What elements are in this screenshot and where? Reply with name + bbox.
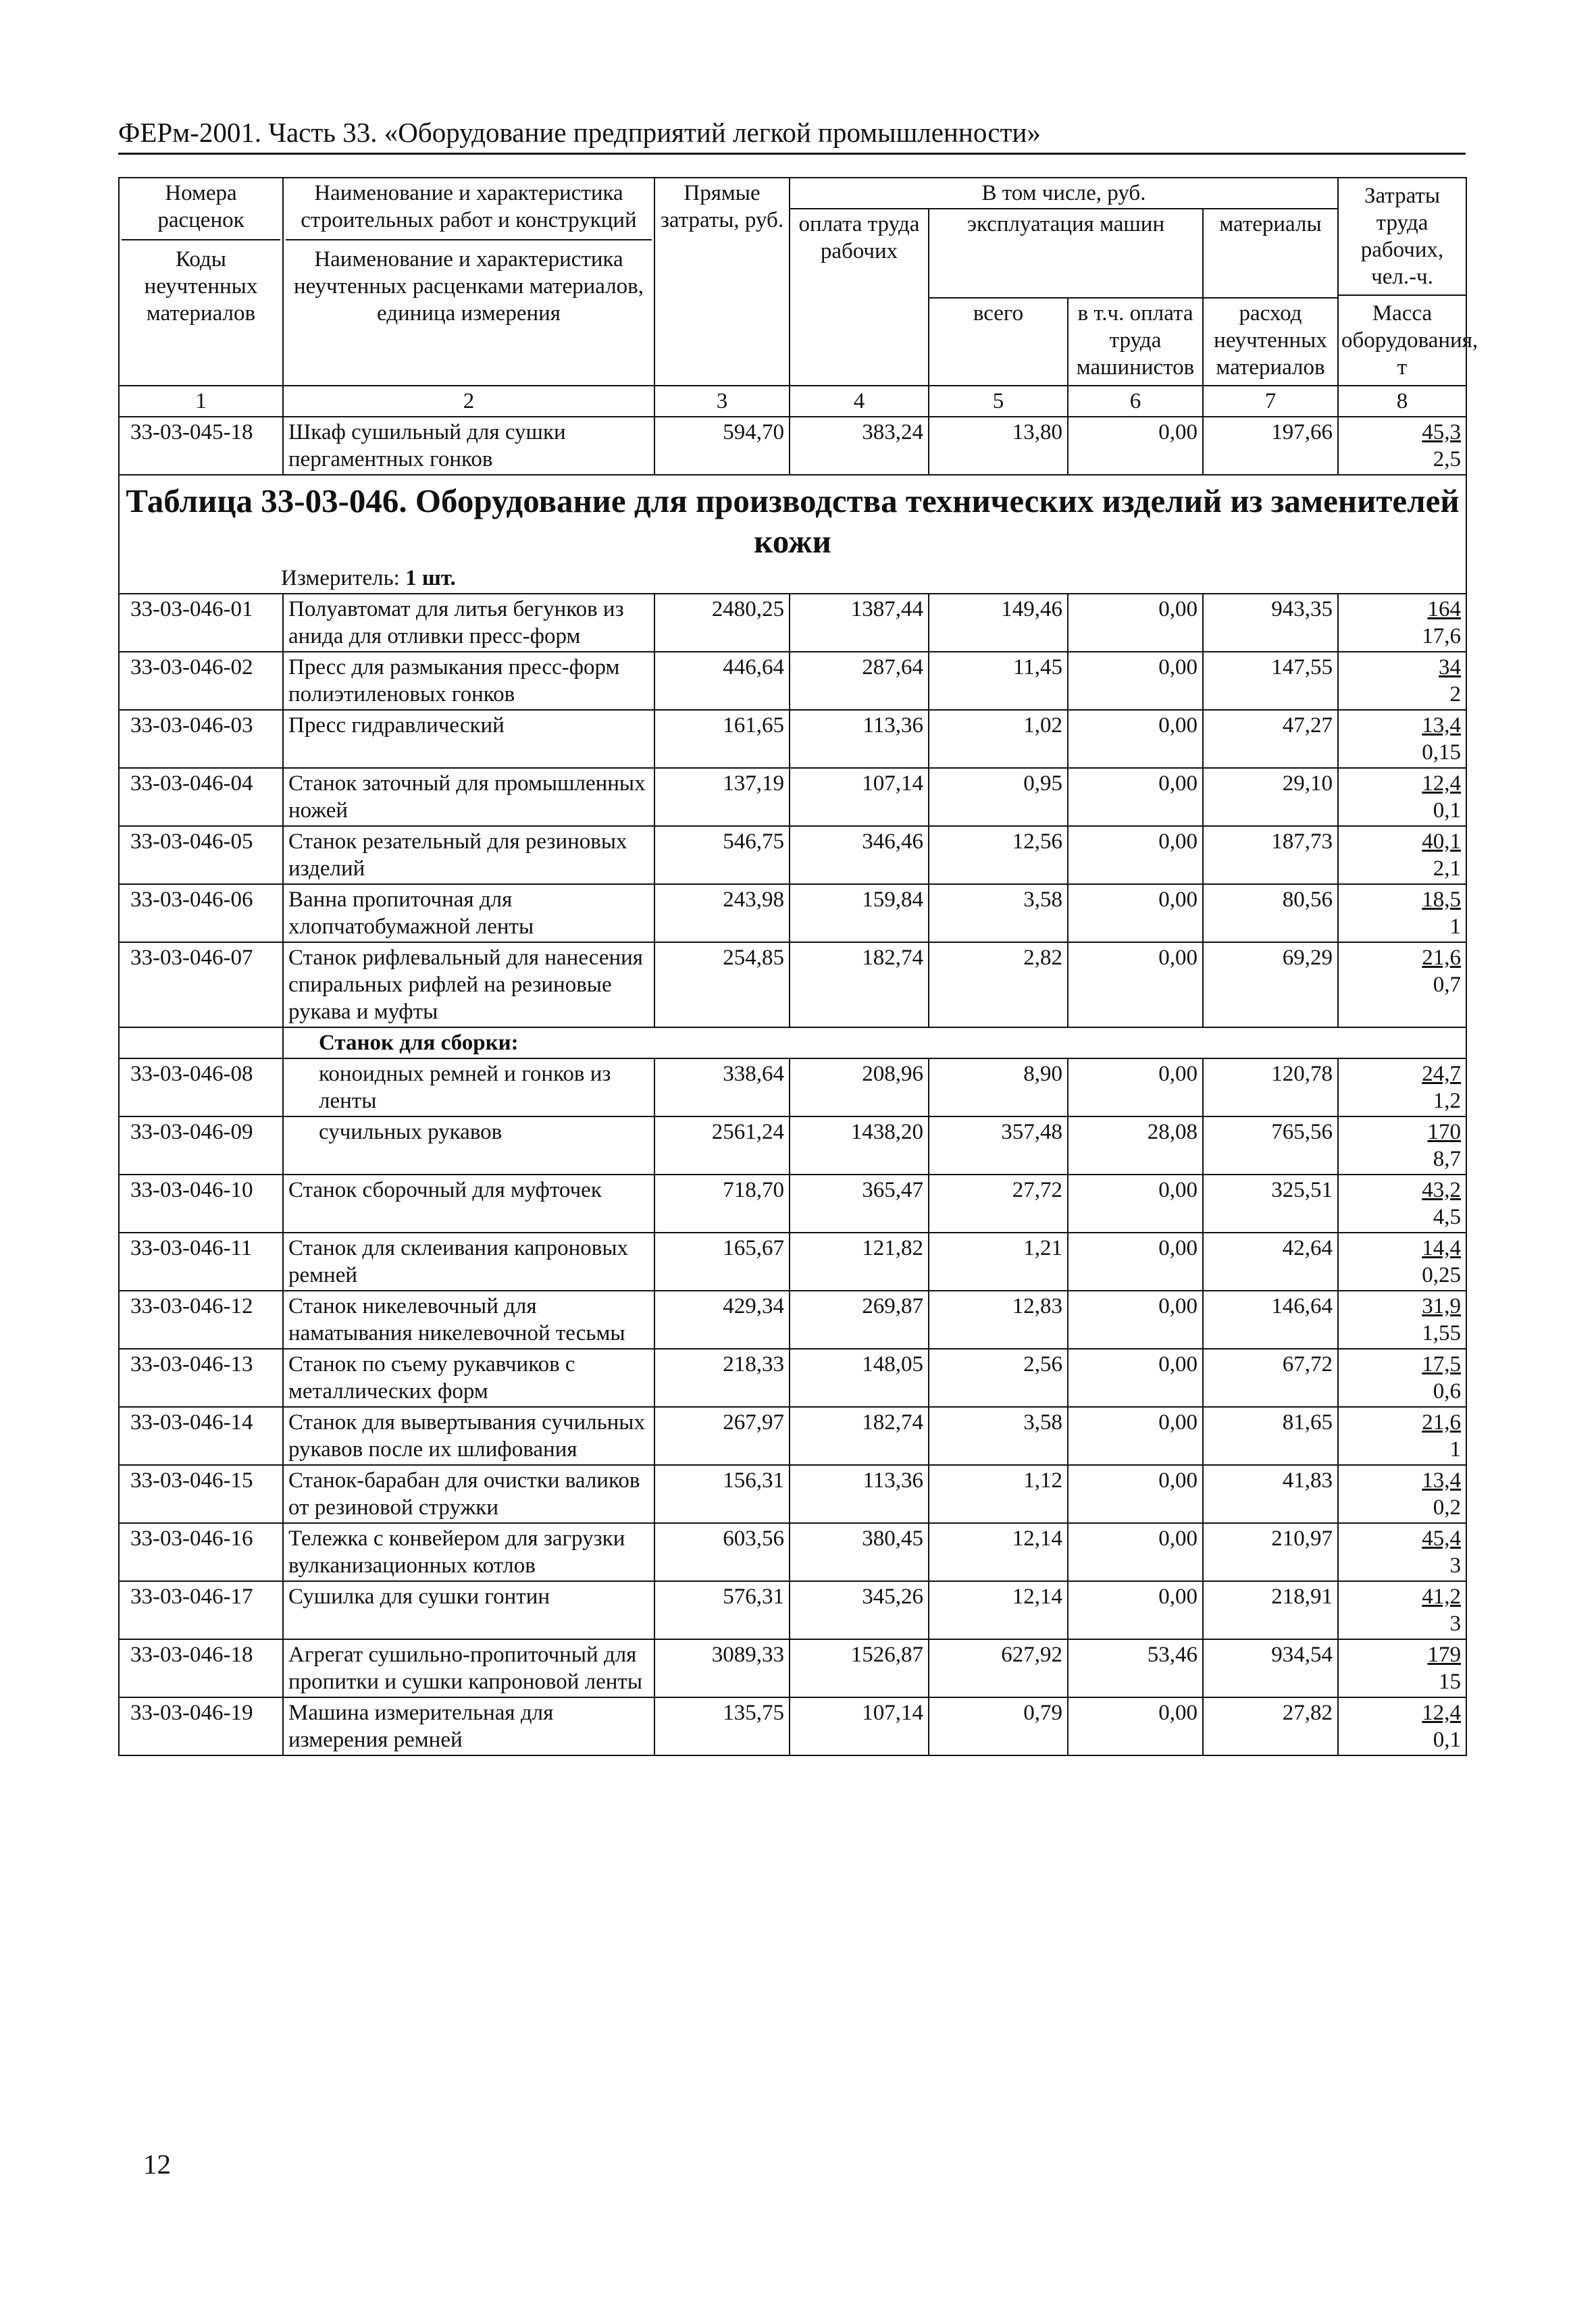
- labor-value: 40,1: [1422, 829, 1462, 854]
- header-machines: эксплуатация машин: [929, 209, 1203, 298]
- mass-value: 1: [1449, 1437, 1462, 1462]
- header-codes-bottom: Коды неучтенных материалов: [122, 239, 280, 327]
- table-title-row: [119, 475, 1466, 594]
- materials-cost: 765,56: [1203, 1116, 1338, 1175]
- materials-cost: 325,51: [1203, 1175, 1338, 1233]
- table-row: [119, 1233, 1466, 1291]
- rate-name: Полуавтомат для литья бегунков из анида для отливки пресс-форм: [283, 594, 654, 652]
- labor-mass-cell: [1338, 1058, 1466, 1116]
- rate-name: Агрегат сушильно-пропиточный для пропитки и сушки капроновой ленты: [283, 1639, 654, 1697]
- table-row: [119, 1349, 1466, 1407]
- table-row: [119, 652, 1466, 710]
- header-codes-top: Номера расценок: [157, 181, 244, 232]
- table-row: [119, 942, 1466, 1027]
- column-number: 2: [283, 386, 654, 417]
- column-number: 3: [654, 386, 790, 417]
- rate-name: коноидных ремней и гонков из ленты: [283, 1058, 654, 1116]
- header-labor-mass: [1338, 178, 1478, 386]
- table-row: [119, 594, 1466, 652]
- direct-cost: 429,34: [654, 1291, 790, 1349]
- machines-total: 1,02: [929, 710, 1068, 768]
- machines-wages: 0,00: [1068, 1581, 1203, 1639]
- machines-total: 1,12: [929, 1465, 1068, 1523]
- machines-wages: 0,00: [1068, 884, 1203, 942]
- mass-value: 3: [1449, 1553, 1462, 1578]
- machines-total: 2,82: [929, 942, 1068, 1027]
- direct-cost: 161,65: [654, 710, 790, 768]
- rate-code: 33-03-046-01: [119, 594, 283, 652]
- rows-section-a: [119, 594, 1466, 1027]
- mass-value: 0,6: [1433, 1379, 1462, 1404]
- wages-cost: 107,14: [790, 768, 929, 826]
- column-number: 8: [1338, 386, 1466, 417]
- group-heading-row: [119, 1027, 1466, 1058]
- materials-cost: 81,65: [1203, 1407, 1338, 1465]
- rate-code: 33-03-046-15: [119, 1465, 283, 1523]
- direct-cost: 2561,24: [654, 1116, 790, 1175]
- labor-mass-cell: [1338, 652, 1466, 710]
- direct-cost: 576,31: [654, 1581, 790, 1639]
- labor-value: 12,4: [1422, 771, 1462, 796]
- table-row: [119, 1639, 1466, 1697]
- machines-total: 149,46: [929, 594, 1068, 652]
- table-header-row: [119, 178, 1466, 209]
- machines-wages: 0,00: [1068, 826, 1203, 884]
- column-number: 5: [929, 386, 1068, 417]
- wages-cost: 383,24: [790, 417, 929, 475]
- rate-code: 33-03-046-07: [119, 942, 283, 1027]
- rate-code: 33-03-046-14: [119, 1407, 283, 1465]
- labor-mass-cell: [1338, 1465, 1466, 1523]
- machines-wages: 0,00: [1068, 594, 1203, 652]
- materials-cost: 69,29: [1203, 942, 1338, 1027]
- rate-name: Станок для вывертывания сучильных рукавов после их шлифования: [283, 1407, 654, 1465]
- mass-value: 0,1: [1433, 1728, 1462, 1752]
- header-machines-wages: в т.ч. оплата труда машинистов: [1068, 298, 1203, 386]
- table-row: [119, 1407, 1466, 1465]
- direct-cost: 254,85: [654, 942, 790, 1027]
- machines-wages: 0,00: [1068, 1291, 1203, 1349]
- labor-mass-cell: [1338, 417, 1466, 475]
- table-row: [119, 1116, 1466, 1175]
- rows-section-group: [119, 1058, 1466, 1175]
- mass-value: 8,7: [1433, 1147, 1462, 1171]
- materials-cost: 47,27: [1203, 710, 1338, 768]
- rate-code: 33-03-046-03: [119, 710, 283, 768]
- rate-code: 33-03-046-13: [119, 1349, 283, 1407]
- header-labor: Затраты труда рабочих, чел.-ч.: [1360, 184, 1444, 289]
- labor-mass-cell: [1338, 1407, 1466, 1465]
- labor-mass-cell: [1338, 1349, 1466, 1407]
- labor-value: 12,4: [1422, 1701, 1462, 1725]
- labor-mass-cell: [1338, 768, 1466, 826]
- labor-value: 17,5: [1422, 1352, 1462, 1377]
- labor-mass-cell: [1338, 1116, 1466, 1175]
- rate-name: Пресс гидравлический: [283, 710, 654, 768]
- materials-cost: 29,10: [1203, 768, 1338, 826]
- direct-cost: 165,67: [654, 1233, 790, 1291]
- labor-value: 45,4: [1422, 1526, 1462, 1551]
- mass-value: 0,1: [1433, 798, 1462, 823]
- materials-cost: 218,91: [1203, 1581, 1338, 1639]
- mass-value: 0,25: [1422, 1263, 1462, 1287]
- direct-cost: 156,31: [654, 1465, 790, 1523]
- header-name-top: Наименование и характеристика строительных работ и конструкций: [301, 181, 637, 232]
- header-materials: материалы: [1203, 209, 1338, 298]
- machines-wages: 0,00: [1068, 1523, 1203, 1581]
- wages-cost: 182,74: [790, 942, 929, 1027]
- labor-value: 45,3: [1422, 420, 1462, 444]
- labor-value: 13,4: [1422, 1468, 1462, 1493]
- labor-value: 164: [1427, 597, 1462, 621]
- table-row: [119, 417, 1466, 475]
- labor-value: 43,2: [1422, 1178, 1462, 1202]
- table-row: [119, 1291, 1466, 1349]
- machines-total: 8,90: [929, 1058, 1068, 1116]
- direct-cost: 135,75: [654, 1697, 790, 1755]
- labor-value: 14,4: [1422, 1236, 1462, 1260]
- machines-total: 12,56: [929, 826, 1068, 884]
- rate-code: 33-03-046-06: [119, 884, 283, 942]
- header-direct: Прямые затраты, руб.: [654, 178, 790, 386]
- labor-value: 170: [1427, 1120, 1462, 1144]
- rate-code: 33-03-045-18: [119, 417, 283, 475]
- header-name: [283, 178, 654, 386]
- machines-wages: 0,00: [1068, 1407, 1203, 1465]
- empty-code-cell: [119, 1027, 283, 1058]
- machines-wages: 0,00: [1068, 1465, 1203, 1523]
- header-codes: [119, 178, 283, 386]
- table-row: [119, 1581, 1466, 1639]
- machines-wages: 0,00: [1068, 1697, 1203, 1755]
- materials-cost: 27,82: [1203, 1697, 1338, 1755]
- wages-cost: 208,96: [790, 1058, 929, 1116]
- rate-code: 33-03-046-16: [119, 1523, 283, 1581]
- labor-mass-cell: [1338, 1523, 1466, 1581]
- machines-wages: 0,00: [1068, 1175, 1203, 1233]
- machines-total: 12,14: [929, 1581, 1068, 1639]
- mass-value: 1,2: [1433, 1089, 1462, 1113]
- wages-cost: 269,87: [790, 1291, 929, 1349]
- rate-code: 33-03-046-11: [119, 1233, 283, 1291]
- materials-cost: 147,55: [1203, 652, 1338, 710]
- wages-cost: 1438,20: [790, 1116, 929, 1175]
- column-numbers-row: [119, 386, 1466, 417]
- machines-wages: 0,00: [1068, 768, 1203, 826]
- materials-cost: 934,54: [1203, 1639, 1338, 1697]
- meter: [281, 565, 1461, 592]
- rate-name: Станок резательный для резиновых изделий: [283, 826, 654, 884]
- machines-wages: 28,08: [1068, 1116, 1203, 1175]
- rate-name: Ванна пропиточная для хлопчатобумажной ленты: [283, 884, 654, 942]
- running-header: ФЕРм-2001. Часть 33. «Оборудование предприятий легкой промышленности»: [118, 115, 1466, 155]
- rate-name: сучильных рукавов: [283, 1116, 654, 1175]
- labor-mass-cell: [1338, 1233, 1466, 1291]
- materials-cost: 42,64: [1203, 1233, 1338, 1291]
- machines-wages: 0,00: [1068, 652, 1203, 710]
- machines-wages: 53,46: [1068, 1639, 1203, 1697]
- labor-value: 41,2: [1422, 1585, 1462, 1609]
- materials-cost: 210,97: [1203, 1523, 1338, 1581]
- rate-name: Пресс для размыкания пресс-форм полиэтиленовых гонков: [283, 652, 654, 710]
- machines-wages: 0,00: [1068, 1233, 1203, 1291]
- table-row: [119, 1175, 1466, 1233]
- table-title: Таблица 33-03-046. Оборудование для производства технических изделий из заменителей кожи: [126, 482, 1460, 560]
- mass-value: 0,7: [1433, 973, 1462, 997]
- materials-cost: 67,72: [1203, 1349, 1338, 1407]
- table-row: [119, 826, 1466, 884]
- materials-cost: 187,73: [1203, 826, 1338, 884]
- direct-cost: 2480,25: [654, 594, 790, 652]
- machines-total: 2,56: [929, 1349, 1068, 1407]
- rate-code: 33-03-046-18: [119, 1639, 283, 1697]
- rate-code: 33-03-046-12: [119, 1291, 283, 1349]
- rate-code: 33-03-046-08: [119, 1058, 283, 1116]
- table-row: [119, 1058, 1466, 1116]
- wages-cost: 121,82: [790, 1233, 929, 1291]
- machines-total: 627,92: [929, 1639, 1068, 1697]
- machines-total: 0,79: [929, 1697, 1068, 1755]
- materials-cost: 943,35: [1203, 594, 1338, 652]
- rows-section-b: [119, 1175, 1466, 1755]
- table-row: [119, 1465, 1466, 1523]
- rate-name: Станок рифлевальный для нанесения спиральных рифлей на резиновые рукава и муфты: [283, 942, 654, 1027]
- labor-mass-cell: [1338, 1639, 1466, 1697]
- wages-cost: 113,36: [790, 1465, 929, 1523]
- table-row: [119, 1523, 1466, 1581]
- machines-total: 27,72: [929, 1175, 1068, 1233]
- mass-value: 1,55: [1422, 1321, 1462, 1345]
- norms-table: [118, 177, 1478, 1756]
- header-name-bottom: Наименование и характеристика неучтенных расценками материалов, единица измерения: [286, 239, 652, 327]
- column-number: 7: [1203, 386, 1338, 417]
- mass-value: 15: [1439, 1670, 1462, 1694]
- mass-value: 1: [1449, 915, 1462, 939]
- machines-total: 13,80: [929, 417, 1068, 475]
- labor-mass-cell: [1338, 594, 1466, 652]
- wages-cost: 1526,87: [790, 1639, 929, 1697]
- machines-total: 357,48: [929, 1116, 1068, 1175]
- wages-cost: 365,47: [790, 1175, 929, 1233]
- labor-value: 31,9: [1422, 1294, 1462, 1318]
- rate-name: Тележка с конвейером для загрузки вулканизационных котлов: [283, 1523, 654, 1581]
- wages-cost: 380,45: [790, 1523, 929, 1581]
- table-row: [119, 1697, 1466, 1755]
- machines-total: 1,21: [929, 1233, 1068, 1291]
- column-number: 1: [119, 386, 283, 417]
- materials-cost: 146,64: [1203, 1291, 1338, 1349]
- labor-value: 24,7: [1422, 1062, 1462, 1086]
- mass-value: 17,6: [1422, 624, 1462, 648]
- meter-value: 1 шт.: [405, 566, 456, 590]
- wages-cost: 159,84: [790, 884, 929, 942]
- header-mass: Масса оборудования, т: [1339, 294, 1466, 385]
- rate-name: Шкаф сушильный для сушки пергаментных гонков: [283, 417, 654, 475]
- wages-cost: 1387,44: [790, 594, 929, 652]
- machines-wages: 0,00: [1068, 710, 1203, 768]
- machines-wages: 0,00: [1068, 942, 1203, 1027]
- machines-wages: 0,00: [1068, 1058, 1203, 1116]
- wages-cost: 148,05: [790, 1349, 929, 1407]
- rate-code: 33-03-046-05: [119, 826, 283, 884]
- table-row: [119, 884, 1466, 942]
- rate-code: 33-03-046-02: [119, 652, 283, 710]
- header-wages: оплата труда рабочих: [790, 209, 929, 386]
- column-number: 4: [790, 386, 929, 417]
- mass-value: 2,1: [1433, 856, 1462, 881]
- labor-mass-cell: [1338, 826, 1466, 884]
- rate-name: Машина измерительная для измерения ремней: [283, 1697, 654, 1755]
- direct-cost: 218,33: [654, 1349, 790, 1407]
- rate-name: Станок сборочный для муфточек: [283, 1175, 654, 1233]
- wages-cost: 345,26: [790, 1581, 929, 1639]
- machines-total: 12,83: [929, 1291, 1068, 1349]
- labor-value: 13,4: [1422, 713, 1462, 738]
- direct-cost: 338,64: [654, 1058, 790, 1116]
- group-heading: Станок для сборки:: [283, 1027, 1466, 1058]
- mass-value: 3: [1449, 1612, 1462, 1636]
- machines-wages: 0,00: [1068, 417, 1203, 475]
- table-row: [119, 768, 1466, 826]
- wages-cost: 287,64: [790, 652, 929, 710]
- labor-mass-cell: [1338, 1581, 1466, 1639]
- machines-total: 0,95: [929, 768, 1068, 826]
- direct-cost: 137,19: [654, 768, 790, 826]
- machines-wages: 0,00: [1068, 1349, 1203, 1407]
- machines-total: 12,14: [929, 1523, 1068, 1581]
- rate-name: Станок по съему рукавчиков с металлических форм: [283, 1349, 654, 1407]
- labor-value: 18,5: [1422, 888, 1462, 912]
- rate-name: Станок-барабан для очистки валиков от резиновой стружки: [283, 1465, 654, 1523]
- direct-cost: 3089,33: [654, 1639, 790, 1697]
- table-row: [119, 710, 1466, 768]
- page-number: 12: [143, 2149, 171, 2180]
- rate-name: Станок заточный для промышленных ножей: [283, 768, 654, 826]
- materials-cost: 197,66: [1203, 417, 1338, 475]
- machines-total: 3,58: [929, 884, 1068, 942]
- direct-cost: 446,64: [654, 652, 790, 710]
- meter-label: Измеритель:: [281, 566, 400, 590]
- rate-name: Станок никелевочный для наматывания никелевочной тесьмы: [283, 1291, 654, 1349]
- wages-cost: 182,74: [790, 1407, 929, 1465]
- labor-value: 179: [1427, 1643, 1462, 1667]
- labor-mass-cell: [1338, 884, 1466, 942]
- machines-total: 11,45: [929, 652, 1068, 710]
- table-title-cell: [119, 475, 1466, 594]
- header-machines-total: всего: [929, 298, 1068, 386]
- rate-code: 33-03-046-04: [119, 768, 283, 826]
- machines-total: 3,58: [929, 1407, 1068, 1465]
- materials-cost: 41,83: [1203, 1465, 1338, 1523]
- direct-cost: 267,97: [654, 1407, 790, 1465]
- direct-cost: 718,70: [654, 1175, 790, 1233]
- direct-cost: 603,56: [654, 1523, 790, 1581]
- mass-value: 2,5: [1433, 447, 1462, 471]
- labor-value: 34: [1439, 655, 1462, 679]
- direct-cost: 546,75: [654, 826, 790, 884]
- materials-cost: 80,56: [1203, 884, 1338, 942]
- wages-cost: 113,36: [790, 710, 929, 768]
- labor-mass-cell: [1338, 1697, 1466, 1755]
- labor-value: 21,6: [1422, 946, 1462, 970]
- rate-name: Станок для склеивания капроновых ремней: [283, 1233, 654, 1291]
- mass-value: 4,5: [1433, 1205, 1462, 1229]
- labor-mass-cell: [1338, 1291, 1466, 1349]
- rate-name: Сушилка для сушки гонтин: [283, 1581, 654, 1639]
- wages-cost: 346,46: [790, 826, 929, 884]
- direct-cost: 243,98: [654, 884, 790, 942]
- rate-code: 33-03-046-19: [119, 1697, 283, 1755]
- header-including: В том числе, руб.: [790, 178, 1338, 209]
- direct-cost: 594,70: [654, 417, 790, 475]
- mass-value: 0,15: [1422, 740, 1462, 765]
- labor-mass-cell: [1338, 942, 1466, 1027]
- wages-cost: 107,14: [790, 1697, 929, 1755]
- column-number: 6: [1068, 386, 1203, 417]
- rate-code: 33-03-046-10: [119, 1175, 283, 1233]
- rate-code: 33-03-046-17: [119, 1581, 283, 1639]
- header-materials-unaccounted: расход неучтенных материалов: [1203, 298, 1338, 386]
- labor-mass-cell: [1338, 710, 1466, 768]
- mass-value: 0,2: [1433, 1495, 1462, 1520]
- materials-cost: 120,78: [1203, 1058, 1338, 1116]
- labor-value: 21,6: [1422, 1410, 1462, 1435]
- mass-value: 2: [1449, 682, 1462, 706]
- labor-mass-cell: [1338, 1175, 1466, 1233]
- rate-code: 33-03-046-09: [119, 1116, 283, 1175]
